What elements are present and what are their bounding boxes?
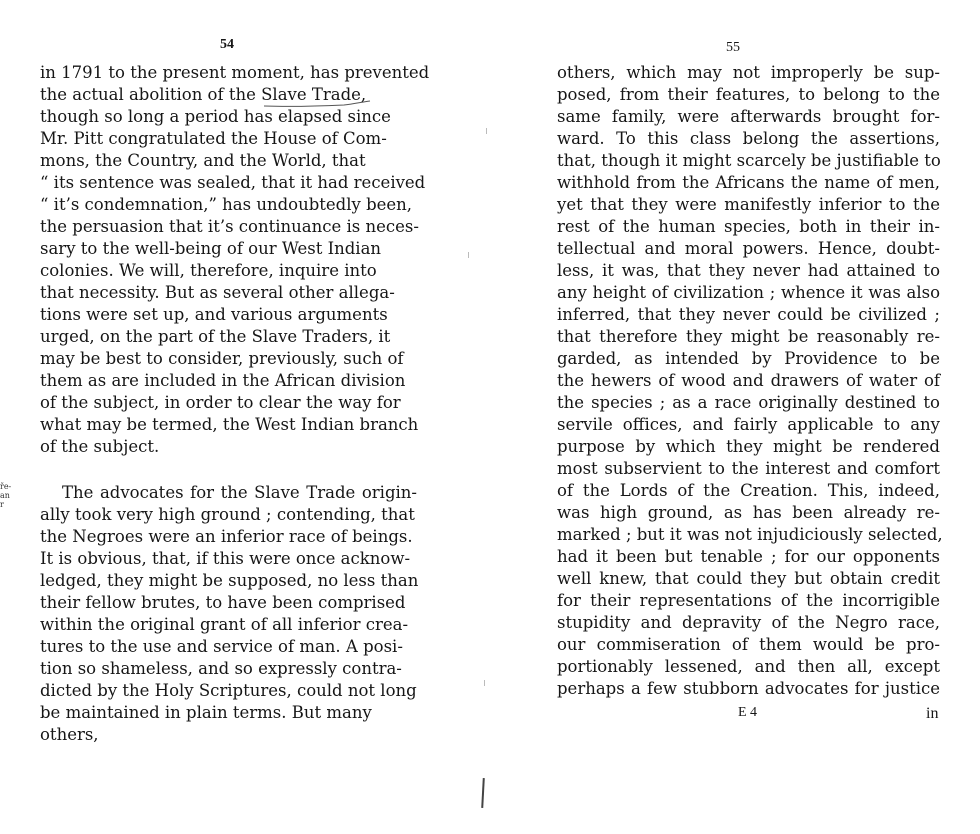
text-line: had it been but tenable ; for our opponents <box>557 547 940 566</box>
text-line: of the subject, in order to clear the way for <box>40 393 401 412</box>
text-line: most subservient to the interest and comfort <box>557 459 940 478</box>
text-line: be maintained in plain terms. But many <box>40 703 372 722</box>
left-page-number: 54 <box>220 37 234 52</box>
text-line: the actual abolition of the Slave Trade, <box>40 85 367 104</box>
text-line: less, it was, that they never had attained to <box>557 261 940 280</box>
text-line: “ its sentence was sealed, that it had received <box>40 173 426 192</box>
text-line: that therefore they might be reasonably re- <box>557 327 940 346</box>
text-line: well knew, that could they but obtain credit <box>557 569 940 588</box>
margin-note-line: r <box>0 500 4 509</box>
catchword-left: others, <box>40 725 99 744</box>
text-line: ward. To this class belong the assertions, <box>557 129 940 148</box>
text-line: “ it’s condemnation,” has undoubtedly been, <box>40 195 413 214</box>
text-line: ledged, they might be supposed, no less than <box>40 571 419 590</box>
text-line: of the Lords of the Creation. This, indeed, <box>557 481 940 500</box>
text-line: The advocates for the Slave Trade origin- <box>62 483 417 502</box>
text-line: sary to the well-being of our West Indian <box>40 239 382 258</box>
text-line: tellectual and moral powers. Hence, doubt- <box>557 239 940 258</box>
text-line: the hewers of wood and drawers of water of <box>557 371 940 390</box>
text-line: their fellow brutes, to have been comprised <box>40 593 406 612</box>
text-line: same family, were afterwards brought for- <box>557 107 940 126</box>
text-line: others, which may not improperly be sup- <box>557 63 940 82</box>
text-line: in 1791 to the present moment, has prevented <box>40 63 430 82</box>
text-line: yet that they were manifestly inferior to the <box>557 195 940 214</box>
text-line: garded, as intended by Providence to be <box>557 349 940 368</box>
text-line: them as are included in the African division <box>40 371 406 390</box>
text-line: of the subject. <box>40 437 160 456</box>
gutter-speck <box>468 252 469 258</box>
text-line: portionably lessened, and then all, except <box>557 657 940 676</box>
binding-gutter-mark <box>481 778 485 808</box>
text-line: that necessity. But as several other allega- <box>40 283 395 302</box>
text-line: Mr. Pitt congratulated the House of Com- <box>40 129 387 148</box>
text-line: was high ground, as has been already re- <box>557 503 940 522</box>
text-line: within the original grant of all inferior crea- <box>40 615 409 634</box>
text-line: may be best to consider, previously, such of <box>40 349 404 368</box>
text-line: posed, from their features, to belong to the <box>557 85 940 104</box>
text-line: withhold from the Africans the name of men, <box>557 173 940 192</box>
text-line: mons, the Country, and the World, that <box>40 151 366 170</box>
margin-note-line: an <box>0 491 10 500</box>
text-line: any height of civilization ; whence it was also <box>557 283 940 302</box>
text-line: for their representations of the incorrigible <box>557 591 940 610</box>
text-line: tion so shameless, and so expressly contra- <box>40 659 402 678</box>
text-line: It is obvious, that, if this were once acknow- <box>40 549 411 568</box>
text-line: servile offices, and fairly applicable to any <box>557 415 940 434</box>
text-line: tions were set up, and various arguments <box>40 305 388 324</box>
text-line: rest of the human species, both in their in- <box>557 217 940 236</box>
text-line: tures to the use and service of man. A posi- <box>40 637 403 656</box>
text-line: what may be termed, the West Indian branch <box>40 415 419 434</box>
text-line: inferred, that they never could be civilized ; <box>557 305 940 324</box>
text-line: purpose by which they might be rendered <box>557 437 940 456</box>
text-line: urged, on the part of the Slave Traders, it <box>40 327 391 346</box>
text-line: the species ; as a race originally destined to <box>557 393 940 412</box>
catchword-right: in <box>926 705 939 722</box>
text-line: ally took very high ground ; contending, that <box>40 505 415 524</box>
text-line: our commiseration of them would be pro- <box>557 635 940 654</box>
right-page-number: 55 <box>726 40 740 55</box>
text-line: marked ; but it was not injudiciously selected, <box>557 525 943 544</box>
text-line: stupidity and depravity of the Negro race, <box>557 613 940 632</box>
text-line: though so long a period has elapsed since <box>40 107 391 126</box>
text-line: that, though it might scarcely be justifiable to <box>557 151 941 170</box>
gutter-speck <box>486 128 487 134</box>
text-line: perhaps a few stubborn advocates for justice <box>557 679 940 698</box>
text-line: colonies. We will, therefore, inquire into <box>40 261 377 280</box>
left-page <box>0 0 478 834</box>
text-line: the Negroes were an inferior race of beings. <box>40 527 413 546</box>
margin-note-line: ře- <box>0 482 12 491</box>
text-line: dicted by the Holy Scriptures, could not long <box>40 681 417 700</box>
gutter-speck <box>484 680 485 686</box>
printer-signature: E 4 <box>738 705 758 720</box>
margin-note <box>0 482 14 509</box>
text-line: the persuasion that it’s continuance is neces- <box>40 217 419 236</box>
